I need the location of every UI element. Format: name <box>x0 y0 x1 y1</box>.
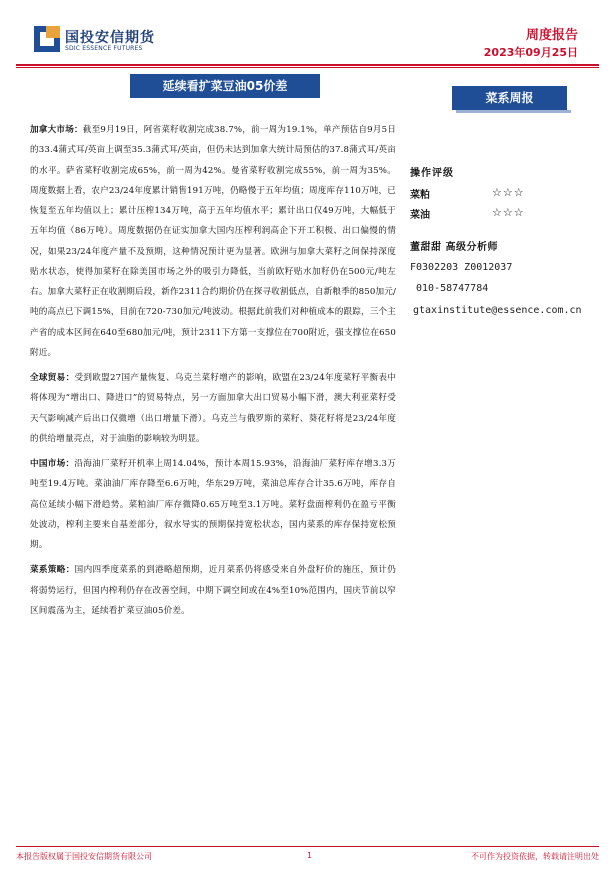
report-title: 延续看扩菜豆油05价差 <box>130 74 320 98</box>
rating-row-meal <box>410 186 525 201</box>
header-divider <box>16 64 599 66</box>
star-rating-icon: ☆☆☆ <box>492 206 525 219</box>
analyst-name: 董甜甜 高级分析师 <box>410 242 498 253</box>
rating-name: 菜粕 <box>410 190 430 201</box>
paragraph-lead: 中国市场： <box>30 459 75 469</box>
paragraph-global-trade <box>30 368 396 449</box>
paragraph-lead: 菜系策略： <box>30 565 75 576</box>
tag-shadow <box>456 110 571 113</box>
paragraph-text: 截至9月19日，阿省菜籽收割完成38.7%，前一周为19.1%，单产预估自9月5日的33.4蒲式耳/英亩上调至35.3蒲式耳/英亩，但仍未达到加拿大统计局预估的37.8蒲式耳/英亩的水平。萨省菜籽收割完成65%，前一周为42%。曼省菜籽收割完成55%，前一周为35%。周度数据上看，农户23/24年度累计销售191万吨，仍略慢于五年均值；周度库存110万吨，已恢复至五年均值以上；累计压榨134万吨，高于五年均值水平；累计出口仅49万吨，大幅低于五年均值（86万吨）。周度数据仍在证实加拿大国内压榨利润高企下开工积极、出口偏慢的情况，如果23/24年度产量不及预期，这种情况预计更为显著。欧洲与加拿大菜籽之间保持深度贴水状态，使得加菜籽在除美国市场之外的吸引力降低，当前欧籽贴水加籽仍在500元/吨左右。加拿大菜籽正在收割期后段，新作2311合约期价仍在探寻收割低点，自新粮季的850加元/吨的高点已下调15%，目前在720-730加元/吨波动。根据此前我们对种植成本的跟踪，三个主产省的成本区间在640至680加元/吨，预计2311下方第一支撑位在700附近，强支撑位在650附近。 <box>30 125 396 358</box>
paragraph-text: 国内四季度菜系的到港略超预期，近月菜系仍将感受来自外盘籽价的施压，预计仍将弱势运行，但国内榨利仍存在改善空间，中期下调空间或在4%至10%范围内，国庆节前以窄区间震荡为主，延续看扩菜豆油05价差。 <box>30 565 396 616</box>
star-rating-icon: ☆☆☆ <box>492 186 525 199</box>
paragraph-text: 沿海油厂菜籽开机率上周14.04%，预计本周15.93%，沿海油厂菜籽库存增3.3万吨至19.4万吨。菜油油厂库存降至6.6万吨，华东29万吨，菜油总库存合计35.6万吨，库存自高位延续小幅下滑趋势。菜粕油厂库存微降0.65万吨至3.1万吨。菜籽盘面榨利仍在盈亏平衡处波动，榨利主要来自基差部分，叙水导实的预期保持宽松状态，国内菜系的库存保持宽松预期。 <box>30 459 396 550</box>
paragraph-china-market <box>30 454 396 555</box>
paragraph-lead: 加拿大市场： <box>30 125 83 135</box>
paragraph-text: 受到欧盟27国产量恢复、乌克兰菜籽增产的影响，欧盟在23/24年度菜籽平衡表中将体现为“增出口、降进口”的贸易特点，另一方面加拿大出口贸易小幅下滑，澳大利亚菜籽受天气影响减产后出口仅微增（出口增量下滑）。乌克兰与俄罗斯的菜籽、葵花籽将是23/24年度的供给增量亮点，对于油脂的影响较为明显。 <box>30 373 396 444</box>
footer-disclaimer: 不可作为投资依据，转载请注明出处 <box>471 852 599 861</box>
report-body <box>30 120 396 621</box>
paragraph-canada <box>30 120 396 363</box>
brand-name-cn: 国投安信期货 <box>65 30 155 46</box>
analyst-license: F0302203 Z0012037 <box>410 262 513 273</box>
paragraph-lead: 全球贸易： <box>30 373 75 383</box>
page-number: 1 <box>307 851 313 860</box>
report-type: 周度报告 <box>525 28 578 43</box>
brand-name-en: SDIC ESSENCE FUTURES <box>65 45 143 52</box>
analyst-phone: 010-58747784 <box>416 283 489 294</box>
analyst-email[interactable]: gtaxinstitute@essence.com.cn <box>413 305 582 316</box>
report-tag: 菜系周报 <box>452 86 567 110</box>
report-date: 2023年09月25日 <box>483 46 578 59</box>
company-logo <box>34 26 60 52</box>
rating-title: 操作评级 <box>410 168 454 179</box>
footer-divider <box>16 846 599 847</box>
header-divider-thin <box>16 67 599 68</box>
rating-row-oil <box>410 206 525 221</box>
paragraph-strategy <box>30 560 396 621</box>
rating-name: 菜油 <box>410 210 430 221</box>
footer-copyright: 本报告版权属于国投安信期货有限公司 <box>16 852 152 861</box>
